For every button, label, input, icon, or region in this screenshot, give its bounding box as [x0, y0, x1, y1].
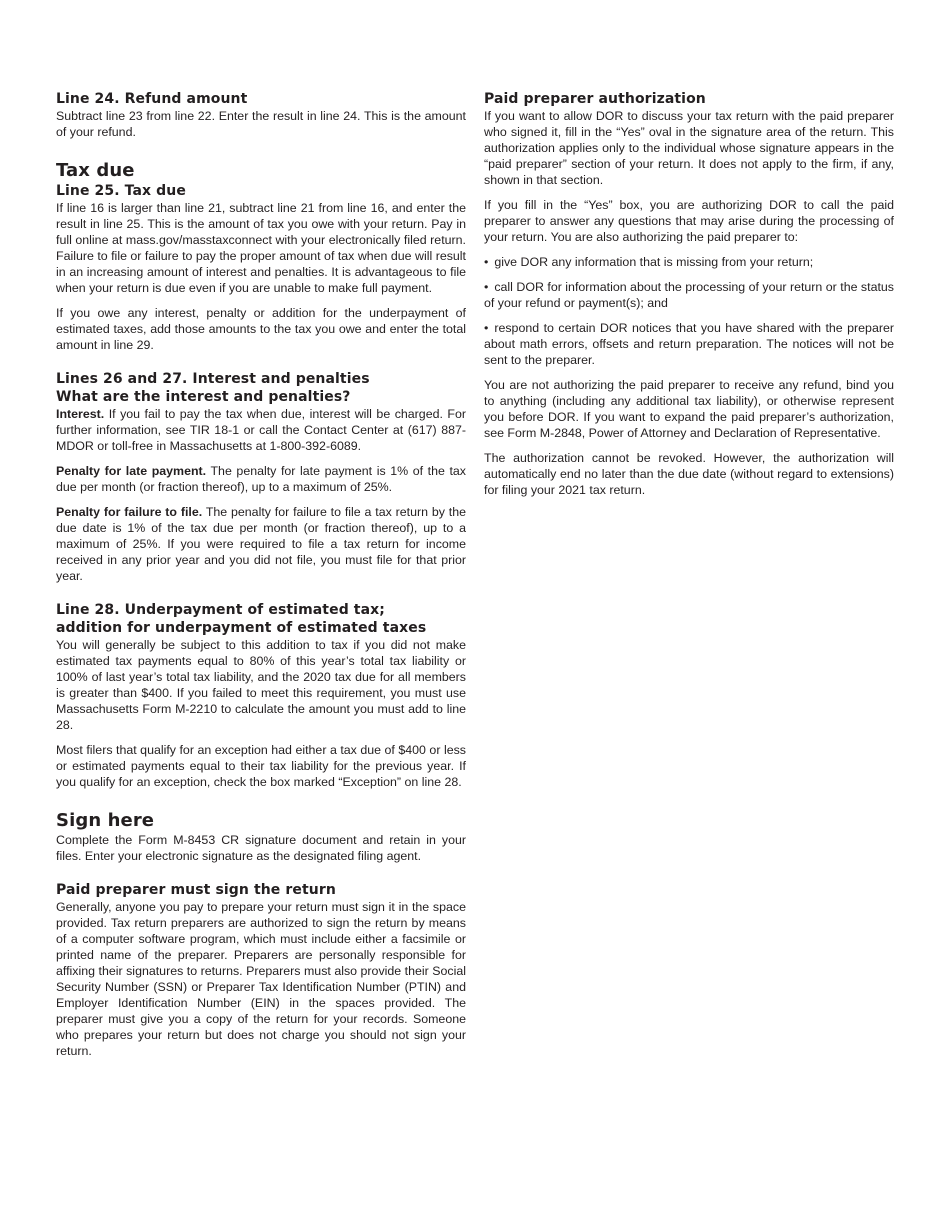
preparer-sign-text: Generally, anyone you pay to prepare your return must sign it in the space provided. Tax return preparers are authorized to sign the return by means of a computer software program, which must include either a facsimile or printed name of the preparer. Preparers are personally responsible for affixing their signatures to returns. Preparers must also provide their Social Security Number (SSN) or Preparer Tax Identification Number (PTIN) and Employer Identification Number (EIN) in the spaces provided. The preparer must give you a copy of the return for your records. Someone who prepares your return but does not charge you should not sign your return.	[56, 900, 466, 1058]
line24-text: Subtract line 23 from line 22. Enter the result in line 24. This is the amount of your refund.	[56, 109, 466, 139]
tax-due-heading: Tax due	[56, 160, 135, 181]
line28-heading-line1: Line 28. Underpayment of estimated tax;	[56, 602, 385, 618]
bullet-item	[484, 279, 894, 311]
bullet-text: call DOR for information about the processing of your return or the status of your refund or payment(s); and	[484, 280, 894, 310]
interest-text: If you fail to pay the tax when due, interest will be charged. For further information, see TIR 18-1 or call the Contact Center at (617) 887-MDOR or toll-free in Massachusetts at 1-800-392-6089.	[56, 407, 466, 453]
failure-to-file-label: Penalty for failure to file.	[56, 505, 203, 519]
late-payment-text: The penalty for late payment is 1% of the tax due per month (or fraction thereof), up to a maximum of 25%.	[56, 464, 466, 494]
late-payment-paragraph	[56, 463, 466, 495]
bullet-icon: •	[484, 321, 489, 335]
bullet-text: respond to certain DOR notices that you have shared with the preparer about math errors, offsets and return preparation. The notices will not be sent to the preparer.	[484, 321, 894, 367]
interest-paragraph	[56, 406, 466, 454]
preparer-auth-paragraph-1: If you want to allow DOR to discuss your tax return with the paid preparer who signed it, fill in the “Yes” oval in the signature area of the return. This authorization applies only to the individual whose signature appears in the “paid preparer” section of your return. It does not apply to the firm, if any, shown in that section.	[484, 109, 894, 187]
line28-paragraph-1: You will generally be subject to this addition to tax if you did not make estimated tax payments equal to 80% of this year’s total tax liability or 100% of last year’s total tax liability, and the 2020 tax due for all members is greater than $400. If you failed to meet this requirement, you must use Massachusetts Form M-2210 to calculate the amount you must add to line 28.	[56, 638, 466, 732]
sign-here-heading: Sign here	[56, 810, 155, 831]
preparer-auth-paragraph-4: The authorization cannot be revoked. However, the authorization will automatically end no later than the due date (without regard to extensions) for filing your 2021 tax return.	[484, 451, 894, 497]
left-column	[56, 90, 466, 1059]
failure-to-file-paragraph	[56, 504, 466, 584]
late-payment-label: Penalty for late payment.	[56, 464, 207, 478]
bullet-item	[484, 320, 894, 368]
preparer-sign-heading: Paid preparer must sign the return	[56, 882, 336, 898]
bullet-icon: •	[484, 255, 489, 269]
line25-heading: Line 25. Tax due	[56, 183, 186, 199]
bullet-text: give DOR any information that is missing from your return;	[494, 255, 814, 269]
right-column	[484, 90, 894, 498]
bullet-item	[484, 254, 894, 270]
lines26-27-heading-line2: What are the interest and penalties?	[56, 389, 351, 405]
line28-paragraph-2: Most filers that qualify for an exception had either a tax due of $400 or less or estimated payments equal to their tax liability for the previous year. If you qualify for an exception, check the box marked “Exception” on line 28.	[56, 743, 466, 789]
interest-label: Interest.	[56, 407, 105, 421]
preparer-auth-paragraph-2: If you fill in the “Yes” box, you are authorizing DOR to call the paid preparer to answer any questions that may arise during the processing of your return. You are also authorizing the paid preparer to:	[484, 198, 894, 244]
failure-to-file-text: The penalty for failure to file a tax return by the due date is 1% of the tax due per month (or fraction thereof), up to a maximum of 25%. If you were required to file a tax return for income received in any prior year and you did not file, you must file for that prior year.	[56, 505, 467, 583]
preparer-auth-paragraph-3: You are not authorizing the paid preparer to receive any refund, bind you to anything (including any additional tax liability), or otherwise represent you before DOR. If you want to expand the paid preparer’s authorization, see Form M-2848, Power of Attorney and Declaration of Representative.	[484, 378, 894, 440]
bullet-icon: •	[484, 280, 489, 294]
line24-heading: Line 24. Refund amount	[56, 91, 248, 107]
line25-paragraph-2: If you owe any interest, penalty or addition for the underpayment of estimated taxes, add those amounts to the tax you owe and enter the total amount in line 29.	[56, 306, 466, 352]
line25-paragraph-1: If line 16 is larger than line 21, subtract line 21 from line 16, and enter the result in line 25. This is the amount of tax you owe with your return. Pay in full online at mass.gov/masstaxconnect with your electronically filed return. Failure to file or failure to pay the proper amount of tax when due will result in an increasing amount of interest and penalties. It is advantageous to file when your return is due even if you are unable to make full payment.	[56, 201, 466, 295]
sign-here-text: Complete the Form M-8453 CR signature document and retain in your files. Enter your electronic signature as the designated filing agent.	[56, 833, 466, 863]
line28-heading-line2: addition for underpayment of estimated taxes	[56, 620, 427, 636]
lines26-27-heading-line1: Lines 26 and 27. Interest and penalties	[56, 371, 370, 387]
preparer-auth-heading: Paid preparer authorization	[484, 91, 706, 107]
